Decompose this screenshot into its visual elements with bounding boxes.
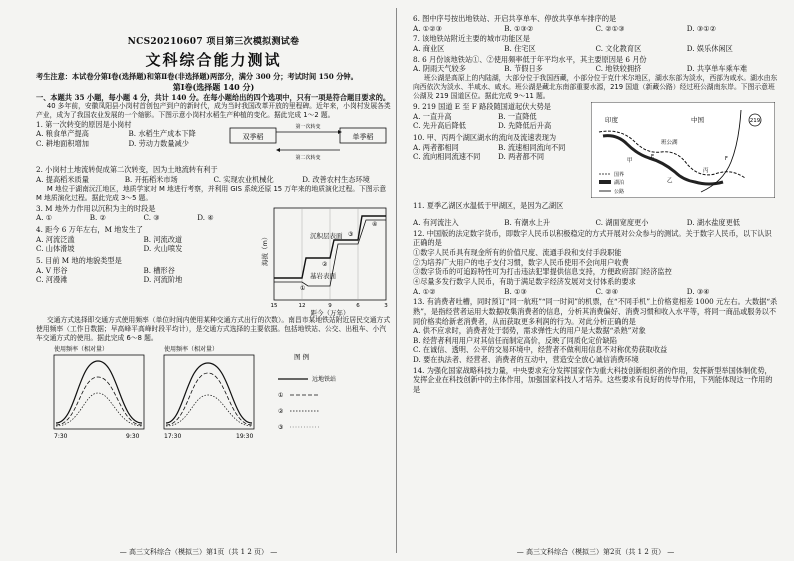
time-label: 9:30 (126, 433, 140, 441)
option[interactable]: D. 湖水盐度更低 (686, 218, 740, 228)
option[interactable]: B. ①③ (504, 286, 527, 296)
option[interactable]: A. ① (36, 213, 53, 223)
option[interactable]: A. 有河流注入 (413, 218, 459, 228)
q8-stem: 8. 6 月份该地铁站①、②使用频率低于年平均水平，其主要原因是 6 月份 (413, 54, 647, 64)
option[interactable]: C. 河漫滩 (36, 275, 68, 285)
option[interactable]: C. 山体滑坡 (36, 244, 75, 254)
legend-item: 国界 (614, 172, 625, 179)
option[interactable]: D. 劳动力数量减少 (128, 138, 189, 148)
rice-flow-diagram (226, 118, 391, 162)
option[interactable]: A. V 形谷 (36, 265, 68, 275)
option[interactable]: C. 地铁较拥挤 (595, 64, 642, 74)
option[interactable]: A. 河流泛滥 (36, 234, 75, 244)
left-footer: — 高三文科综合（模拟三）第1页（共 1 2 页） — (119, 547, 278, 556)
exam-main-title: 文科综合能力测试 (145, 51, 282, 70)
option[interactable]: D. ③④ (686, 286, 710, 296)
q14-stem: 14. 为强化国家战略科技力量，中央要求充分发挥国家作为重大科技创新组织者的作用，发挥新型举国体制优势，发挥企业在科技创新中的主体作用，加强国家科技人才培养。这些要求有良好的传导作用，下列能体现这一作用的是 (413, 365, 773, 395)
q1-stem: 1. 第一次转变的原因是小岗村 (36, 120, 132, 130)
sediment-surface-label: 沉积层表面 (310, 231, 343, 240)
right-page (397, 0, 794, 561)
legend-item: 远地铁站 (312, 376, 337, 384)
option[interactable]: D. ④ (197, 213, 214, 223)
graph-a-curve-2 (56, 377, 142, 425)
period-marker-3: ③ (348, 230, 354, 238)
map-label-china: 中国 (691, 116, 704, 125)
option[interactable]: B. 节假日多 (504, 64, 543, 74)
y-axis-label: 海拔（m） (261, 233, 269, 266)
option[interactable]: C. ②①③ (595, 23, 625, 33)
q10-options (413, 143, 583, 162)
graph-b-frame (164, 355, 254, 429)
option[interactable]: D. 两者都不同 (498, 152, 545, 162)
road-number: 219 (749, 118, 761, 125)
legend-title: 图 例 (294, 353, 310, 362)
period-marker-2: ② (322, 260, 328, 268)
section-heading: 第Ⅰ卷(选择题 140 分) (172, 81, 255, 92)
q4-stem: 4. 距今 6 万年左右，M 地发生了 (36, 225, 143, 235)
period-marker-1: ① (300, 284, 306, 292)
option[interactable]: C. 耕地面积增加 (36, 138, 89, 148)
flow-arrow-2-label: 第二次转变 (295, 155, 321, 162)
option[interactable]: C. 实现农业机械化 (213, 174, 274, 184)
option[interactable]: A. 供不应求时，消费者处于弱势，需求弹性大的用户是大数据“杀熟”对象 (413, 326, 646, 336)
option[interactable]: D. 先降低后升高 (498, 121, 552, 131)
q3-stem: 3. M 地外力作用以沉积为主的时段是 (36, 203, 156, 213)
option[interactable]: C. 湖面宽度更小 (595, 218, 649, 228)
time-label: 19:30 (236, 433, 254, 441)
q1-block (36, 120, 391, 164)
exam-code-title: NCS20210607 项目第三次模拟测试卷 (127, 37, 300, 47)
option[interactable]: A. 粮食单产提高 (36, 129, 89, 139)
q7-options (413, 44, 778, 54)
passage-banggong: 班公湖是高原上的内陆湖，大部分位于我国西藏，小部分位于克什米尔地区，湖水东部为淡水，西部为咸水。湖水由东向西依次为淡水、半咸水、咸水。班公湖是藏北东南部重要水源，219 国道（新藏公路）经过班公湖南东岸。下图示意班公湖及 219 国道区位。据此完成 9～11 题。 (413, 73, 778, 101)
x-tick: 6 (356, 302, 360, 309)
passage-xiaogang: 40 多年前，安徽凤阳县小岗村首创包产到户的新时代，成为当时我国改革开放的里程碑。近年来，小岗村发展各类产业，成为了我国农业发展的一个缩影。下图示意小岗村水稻生产种植的变化。据此完成 1～2 题。 (36, 102, 391, 120)
option[interactable]: B. 流速相同流向不同 (498, 142, 566, 152)
right-footer: — 高三文科综合（模拟三）第2页（共 1 2 页） — (516, 547, 675, 556)
legend-label-1: ① (278, 392, 284, 400)
lake-zone-c: 丙 (703, 168, 709, 175)
q8-options (413, 64, 778, 74)
q6-options (413, 24, 778, 34)
option[interactable]: D. 要在执法者、经营者、消费者的互动中，营造安全放心诚信消费环境 (413, 355, 639, 365)
map-label-lake: 班公湖 (661, 140, 678, 147)
q3-options (36, 213, 251, 223)
flow-arrow-1-label: 第一次转变 (295, 124, 321, 131)
q12-item: ③数字货币的可追踪特性可为打击违法犯罪提供信息支持，方便政府部门经济监控 (413, 267, 672, 277)
option[interactable]: A. 一直升高 (413, 111, 452, 121)
q12-options (413, 287, 778, 297)
option[interactable]: B. ② (89, 213, 107, 223)
point-e: E (651, 154, 655, 161)
legend-item: 公路 (614, 189, 625, 196)
graph-a-curve-3 (56, 393, 142, 426)
option[interactable]: B. 河流改道 (143, 234, 183, 244)
option[interactable]: A. 提高稻米质量 (36, 174, 89, 184)
q4-options (36, 235, 251, 254)
option[interactable]: D. 河流阶地 (143, 275, 183, 285)
exam-notice: 考生注意：本试卷分第Ⅰ卷(选择题)和第Ⅱ卷(非选择题)两部分，满分 300 分；考试时间 150 分钟。 (36, 72, 358, 82)
option[interactable]: B. 有潮水上升 (504, 218, 551, 228)
arrow-head-icon (276, 148, 280, 152)
option[interactable]: A. ①② (413, 286, 436, 296)
x-tick: 15 (270, 302, 278, 309)
option[interactable]: C. ③ (143, 213, 160, 223)
option[interactable]: D. 娱乐休闲区 (686, 43, 733, 53)
q10-stem: 10. 甲、丙两个湖区湖水的流向及流速表现为 (413, 133, 557, 143)
usage-frequency-graphs (46, 343, 376, 443)
q5-options (36, 266, 251, 285)
time-label: 17:30 (164, 433, 182, 441)
legend-item: 湖泊 (614, 180, 625, 187)
x-tick: 9 (328, 302, 332, 309)
q9-stem: 9. 219 国道 E 至 F 路段随国道起伏大势是 (413, 102, 551, 112)
q6-stem: 6. 图中序号按出地铁站、开启共享单车、停放共享单车排序的是 (413, 14, 617, 23)
option[interactable]: D. 共享单车乘车难 (686, 64, 748, 74)
option[interactable]: B. 住宅区 (504, 43, 536, 53)
q11-stem: 11. 夏季乙湖区水温低于甲湖区，是因为乙湖区 (413, 201, 564, 211)
instruction: 一、本题共 35 小题，每小题 4 分，共计 140 分。在每小题给出的四个选项中，只有一项是符合题目要求的。 (36, 92, 391, 102)
graph-b-ylabel: 使用频率（相对量） (164, 346, 219, 354)
option[interactable]: B. 经营者利用用户对其信任而制定高价，反映了同质化定价缺陷 (413, 335, 617, 345)
option[interactable]: C. 流向相同流速不同 (413, 152, 481, 162)
option[interactable]: B. 水稻生产成本下降 (128, 129, 196, 139)
x-tick: 3 (384, 302, 388, 309)
option[interactable]: C. ②④ (595, 286, 619, 296)
graph-a-ylabel: 使用频率（相对量） (54, 346, 109, 354)
map-label-india: 印度 (605, 116, 618, 125)
flow-box-double-label: 双季稻 (242, 133, 264, 142)
geologic-evolution-chart (258, 204, 393, 316)
period-marker-4: ④ (372, 220, 378, 228)
q2-stem: 2. 小岗村土地流转促成第二次转变，因为土地流转有利于 (36, 165, 218, 175)
graph-b-curve-1 (166, 363, 252, 423)
banggong-lake-map (591, 102, 775, 198)
q13-stem: 13. 有消费者吐槽，同时预订“同一航班”“同一时间”的机票，在“不同手机”上价格竟相差 1000 元左右。大数据“杀熟”，是指经营者运用大数据收集消费者的信息，分析其消费偏好、消费习惯和收入水平等，将同一商品或服务以不同价格卖给新老消费者，从而获取更多利润的行为。对此分析正确的是 (413, 297, 778, 326)
q12-item: ④尽量多发行数字人民币，有助于满足数字经济发展对支付体系的要求 (413, 276, 636, 286)
option[interactable]: C. 在诚信、透明、公平的交易环境中，经营者不做利用信息不对称优势获取收益 (413, 345, 668, 355)
q2-options (36, 175, 391, 185)
legend-label-2: ② (278, 408, 284, 416)
option[interactable]: B. ①③② (504, 23, 534, 33)
option[interactable]: A. 两者都相同 (413, 142, 459, 152)
legend-label-3: ③ (278, 424, 284, 432)
option[interactable]: B. 槽形谷 (143, 265, 175, 275)
option[interactable]: D. 改善农村生态环境 (302, 174, 370, 184)
q11-options (413, 218, 778, 228)
legend-swatch (599, 180, 611, 184)
q12-item: ①数字人民币具有现金所有的价值尺度、流通手段和支付手段职能 (413, 248, 622, 258)
q9-options (413, 112, 583, 131)
option[interactable]: C. 文化教育区 (595, 43, 642, 53)
flow-box-single-label: 单季稻 (352, 133, 374, 142)
option[interactable]: D. 火山喷发 (143, 244, 183, 254)
option[interactable]: B. 一直降低 (498, 111, 537, 121)
lake-zone-b: 乙 (667, 178, 673, 185)
q5-stem: 5. 目前 M 地的地貌类型是 (36, 256, 122, 265)
graph-b-curve-2 (166, 373, 252, 425)
graph-a-curve-1 (56, 361, 142, 423)
time-label: 7:30 (54, 433, 68, 441)
passage-m-location: M 地位于湖南沅江地区，地质学家对 M 地进行考察，并利用 GIS 系统还原 15 万年来的地质演化过程。下图示意 M 地质演化过程。据此完成 3～5 题。 (36, 184, 387, 202)
x-axis-label: 距今（万年） (310, 308, 350, 316)
q3-q5-block (36, 204, 391, 316)
passage-transport: 交通方式选择即交通方式使用频率（单位时间内使用某种交通方式出行的次数）。南昌市某地铁站附近居民交通方式使用频率（工作日数据；早高峰平高峰时段平均计），是交通方式选择的主要依据。包括地铁站、公交、出租车、小汽车交通方式的使用。据此完成 6～8 题。 (36, 315, 391, 342)
option[interactable]: B. 开拓稻米市场 (124, 174, 178, 184)
point-f: F (725, 156, 728, 163)
bedrock-surface-label: 基岩表面 (310, 271, 336, 280)
graph-a-frame (54, 355, 144, 429)
option[interactable]: D. ③①② (686, 23, 717, 33)
option[interactable]: C. 先升高后降低 (413, 121, 466, 131)
option[interactable]: A. 阴雨天气较多 (413, 64, 466, 74)
usage-figure (36, 343, 391, 443)
q12-stem: 12. 中国版的法定数字货币，即数字人民币以积极稳定的方式开展对公众参与的测试。关于数字人民币，以下认识正确的是 (413, 228, 772, 248)
option[interactable]: A. ①②③ (413, 23, 443, 33)
q7-stem: 7. 该地铁站附近主要的城市功能区是 (413, 34, 530, 44)
x-tick: 12 (298, 302, 306, 309)
q12-item: ②为培养广大用户的电子支付习惯，数字人民币使用不会向用户收费 (413, 257, 629, 267)
lake-zone-a: 甲 (627, 158, 633, 165)
q1-options (36, 129, 221, 148)
q9-q11-block (413, 102, 778, 218)
option[interactable]: A. 商业区 (413, 43, 445, 53)
